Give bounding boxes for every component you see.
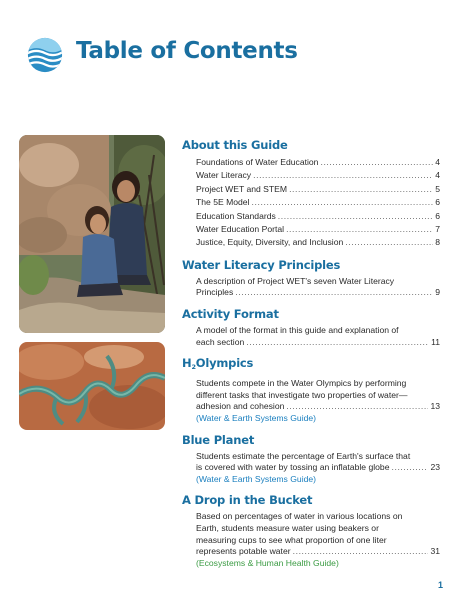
toc-section-drop-in-bucket: [182, 493, 440, 569]
girls-sitting-on-rock-photo: [19, 135, 165, 333]
guide-label: (Water & Earth Systems Guide): [196, 473, 317, 484]
page-number: 1: [437, 580, 443, 590]
section-title: Water Literacy Principles: [182, 257, 341, 272]
page-title: Table of Contents: [76, 38, 298, 64]
toc-entry[interactable]: Justice, Equity, Diversity, and Inclusion ..... 8: [196, 236, 440, 249]
toc-entry[interactable]: Students compete in the Water Olympics by performing different tasks that investigate two properties of water— adhesion and cohesion ..... 13 (Water & Earth Systems Guide): [196, 378, 440, 424]
toc-section-about-guide: [182, 138, 440, 250]
table-of-contents: [182, 138, 440, 577]
water-wave-logo-icon: [26, 36, 64, 74]
toc-section-activity-format: [182, 307, 440, 348]
toc-entry[interactable]: Education Standards ..... 6: [196, 210, 440, 223]
toc-entry[interactable]: Water Literacy ..... 4: [196, 169, 440, 182]
toc-entry[interactable]: Based on percentages of water in various locations on Earth, students measure water using beakers or measuring cups to see what proportion of one liter represents potable water ..... 31 (Ecosystems & Human Health Guide): [196, 511, 440, 569]
toc-section-water-literacy: [182, 258, 440, 299]
toc-entry[interactable]: Foundations of Water Education ..... 4: [196, 156, 440, 169]
section-title: Activity Format: [182, 307, 279, 322]
section-title: About this Guide: [182, 138, 288, 152]
section-title: Blue Planet: [182, 432, 255, 447]
toc-entry[interactable]: A description of Project WET's seven Water Literacy Principles ..... 9: [196, 276, 440, 299]
guide-label: (Ecosystems & Human Health Guide): [196, 557, 339, 568]
toc-entry[interactable]: Students estimate the percentage of Earth's surface that is covered with water by tossing an inflatable globe ..... 23 (Water & Earth Systems Guide): [196, 451, 440, 486]
aerial-canyon-river-photo: [19, 342, 165, 430]
section-title: $H_2Olympics$: [182, 356, 254, 372]
section-title: A Drop in the Bucket: [182, 493, 313, 508]
toc-section-blue-planet: [182, 433, 440, 486]
toc-entry[interactable]: A model of the format in this guide and explanation of each section ..... 11: [196, 325, 440, 348]
toc-entry[interactable]: Project WET and STEM ..... 5: [196, 183, 440, 196]
toc-section-h2olympics: [182, 356, 440, 424]
toc-entry[interactable]: The 5E Model ..... 6: [196, 196, 440, 209]
guide-label: (Water & Earth Systems Guide): [196, 413, 317, 423]
toc-entry[interactable]: Water Education Portal ..... 7: [196, 223, 440, 236]
